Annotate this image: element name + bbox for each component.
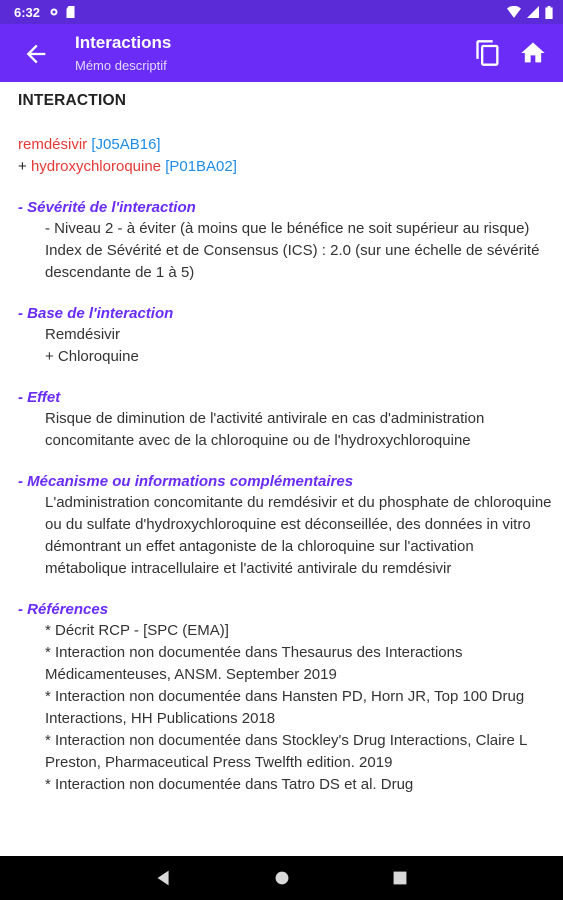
system-nav-bar bbox=[0, 856, 563, 900]
section-line: + Chloroquine bbox=[45, 348, 139, 365]
page-subtitle: Mémo descriptif bbox=[75, 58, 167, 73]
copy-icon[interactable] bbox=[474, 39, 502, 67]
section-references bbox=[18, 600, 558, 796]
section-line: Remdésivir bbox=[45, 326, 121, 343]
plus-sign: + bbox=[18, 158, 31, 175]
nav-recents-icon[interactable] bbox=[389, 867, 411, 889]
reference-item: * Décrit RCP - [SPC (EMA)] bbox=[45, 622, 229, 639]
wifi-icon bbox=[507, 6, 521, 18]
section-effect bbox=[18, 388, 558, 452]
home-icon[interactable] bbox=[519, 39, 547, 67]
status-time: 6:32 bbox=[14, 4, 41, 20]
status-bar bbox=[0, 0, 563, 24]
section-title: - Références bbox=[18, 601, 109, 618]
drug-line-2 bbox=[18, 156, 558, 178]
section-line: Index de Sévérité et de Consensus (ICS) : 2.0 (sur une échelle de sévérité descendante de 1 à 5) bbox=[45, 242, 540, 281]
reference-item: * Interaction non documentée dans Stockley's Drug Interactions, Claire L Preston, Pharmaceutical Press Twelfth edition. 2019 bbox=[45, 732, 527, 771]
interaction-memo bbox=[18, 82, 558, 856]
drug-name-1: remdésivir bbox=[18, 136, 88, 153]
drug-line-1 bbox=[18, 134, 558, 156]
section-title: - Sévérité de l'interaction bbox=[18, 199, 196, 216]
nav-home-icon[interactable] bbox=[271, 867, 293, 889]
section-mechanism bbox=[18, 472, 558, 580]
section-line: Risque de diminution de l'activité antivirale en cas d'administration concomitante avec de la chloroquine ou de l'hydroxychloroquine bbox=[45, 410, 485, 449]
drug-pair bbox=[18, 134, 558, 178]
section-title: - Mécanisme ou informations complémentaires bbox=[18, 473, 354, 490]
interaction-heading: INTERACTION bbox=[18, 92, 127, 109]
reference-item: * Interaction non documentée dans Thesaurus des Interactions Médicamenteuses, ANSM. September 2019 bbox=[45, 644, 463, 683]
section-severity bbox=[18, 198, 558, 284]
battery-icon bbox=[545, 6, 553, 19]
atc-code-2[interactable]: [P01BA02] bbox=[165, 158, 237, 175]
nav-back-icon[interactable] bbox=[153, 867, 175, 889]
drug-name-2: hydroxychloroquine bbox=[30, 158, 162, 175]
section-line: L'administration concomitante du remdésivir et du phosphate de chloroquine ou du sulfate d'hydroxychloroquine est déconseillée, des données in vitro démontrant un effet antagoniste de la chloroquine sur l'activation métabolique intracellulaire et l'activité antivirale du remdésivir bbox=[45, 494, 552, 577]
app-bar bbox=[0, 24, 563, 82]
atc-code-1[interactable]: [J05AB16] bbox=[91, 136, 161, 153]
reference-item: * Interaction non documentée dans Hansten PD, Horn JR, Top 100 Drug Interactions, HH Publications 2018 bbox=[45, 688, 525, 727]
section-title: - Effet bbox=[18, 389, 61, 406]
section-basis bbox=[18, 304, 558, 368]
arrow-back-icon[interactable] bbox=[22, 40, 50, 68]
settings-gear-icon bbox=[48, 6, 60, 18]
section-line: - Niveau 2 - à éviter (à moins que le bénéfice ne soit supérieur au risque) bbox=[45, 220, 530, 237]
section-title: - Base de l'interaction bbox=[18, 305, 174, 322]
signal-icon bbox=[527, 6, 539, 18]
reference-item: * Interaction non documentée dans Tatro DS et al. Drug bbox=[45, 776, 414, 793]
sd-card-icon bbox=[66, 6, 77, 18]
page-title: Interactions bbox=[75, 33, 172, 52]
